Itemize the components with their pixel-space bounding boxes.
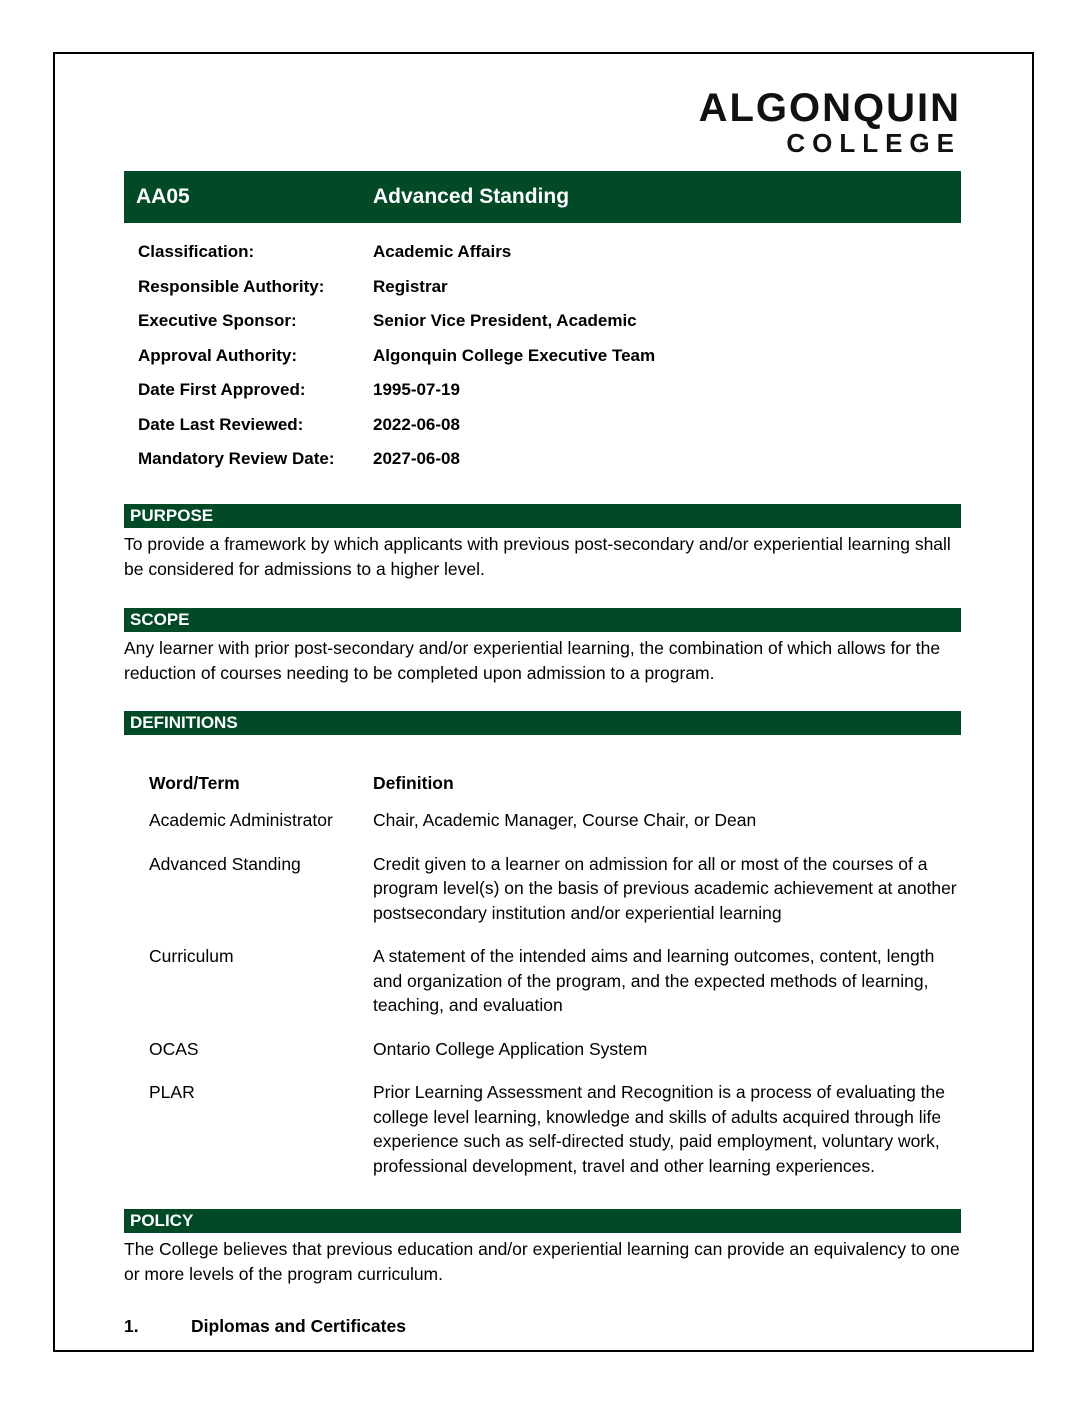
definition-row [149, 1080, 961, 1178]
purpose-text: To provide a framework by which applicants with previous post-secondary and/or experiential learning shall be considered for admissions to a higher level. [124, 533, 951, 579]
scope-text: Any learner with prior post-secondary and/or experiential learning, the combination of which allows for the reduction of courses needing to be completed upon admission to a program. [124, 637, 941, 683]
definition-text: Prior Learning Assessment and Recognition is a process of evaluating the college level learning, knowledge and skills of adults acquired through life experience such as self-directed study, paid employment, voluntary work, professional development, travel and other learning experiences. [373, 1082, 945, 1176]
metadata-value: Algonquin College Executive Team [373, 345, 656, 365]
metadata-row [124, 235, 961, 270]
purpose-section-header: PURPOSE [124, 504, 961, 528]
definition-text: Credit given to a learner on admission for all or most of the courses of a program level(s) on the basis of previous academic achievement at another postsecondary institution and/or experiential learning [373, 853, 957, 923]
document-page [53, 52, 1034, 1352]
metadata-value: 2022-06-08 [373, 414, 460, 434]
definitions-col-term: Word/Term [149, 772, 240, 793]
definition-text: A statement of the intended aims and learning outcomes, content, length and organization of the program, and the expected methods of learning, teaching, and evaluation [373, 946, 935, 1015]
metadata-row [124, 270, 961, 305]
definition-term: OCAS [149, 1038, 199, 1059]
definition-row [149, 852, 961, 926]
definitions-table [149, 771, 961, 1179]
policy-title: Advanced Standing [373, 185, 570, 208]
definition-term: Academic Administrator [149, 810, 333, 830]
page-content [55, 88, 1032, 1337]
policy-item-title: Diplomas and Certificates [191, 1316, 406, 1336]
algonquin-college-logo [124, 88, 961, 156]
logo-subtext: COLLEGE [786, 128, 961, 158]
metadata-label: Classification: [138, 242, 255, 261]
metadata-label: Mandatory Review Date: [138, 449, 335, 468]
metadata-label: Date Last Reviewed: [138, 414, 304, 434]
metadata-row [124, 304, 961, 339]
policy-item-number: 1. [124, 1316, 139, 1336]
definition-row [149, 1037, 961, 1062]
definition-term: PLAR [149, 1082, 195, 1102]
metadata-value: Registrar [373, 276, 448, 296]
definition-text: Ontario College Application System [373, 1038, 648, 1059]
definitions-col-definition: Definition [373, 772, 454, 793]
definitions-section-header: DEFINITIONS [124, 711, 961, 735]
policy-text: The College believes that previous education and/or experiential learning can provide an equivalency to one or more levels of the program curriculum. [124, 1239, 960, 1284]
metadata-row [124, 442, 961, 477]
metadata-value: Academic Affairs [373, 242, 512, 261]
definition-term: Curriculum [149, 946, 234, 966]
definition-row [149, 808, 961, 833]
policy-section-header: POLICY [124, 1209, 961, 1233]
metadata-table [124, 235, 961, 477]
metadata-row [124, 373, 961, 408]
metadata-label: Date First Approved: [138, 380, 306, 399]
scope-section-header: SCOPE [124, 608, 961, 632]
metadata-row [124, 408, 961, 443]
policy-code: AA05 [136, 185, 190, 208]
logo-wordmark: ALGONQUIN [698, 86, 961, 130]
metadata-label: Executive Sponsor: [138, 311, 297, 330]
metadata-value: 2027-06-08 [373, 449, 460, 468]
policy-numbered-heading [124, 1316, 961, 1337]
metadata-row [124, 339, 961, 374]
definitions-table-header [149, 771, 961, 796]
definition-text: Chair, Academic Manager, Course Chair, or Dean [373, 810, 757, 830]
definition-row [149, 944, 961, 1018]
metadata-label: Responsible Authority: [138, 276, 325, 296]
policy-header-bar [124, 171, 961, 223]
metadata-value: 1995-07-19 [373, 380, 460, 399]
metadata-label: Approval Authority: [138, 345, 297, 365]
metadata-value: Senior Vice President, Academic [373, 311, 637, 330]
definition-term: Advanced Standing [149, 853, 301, 874]
